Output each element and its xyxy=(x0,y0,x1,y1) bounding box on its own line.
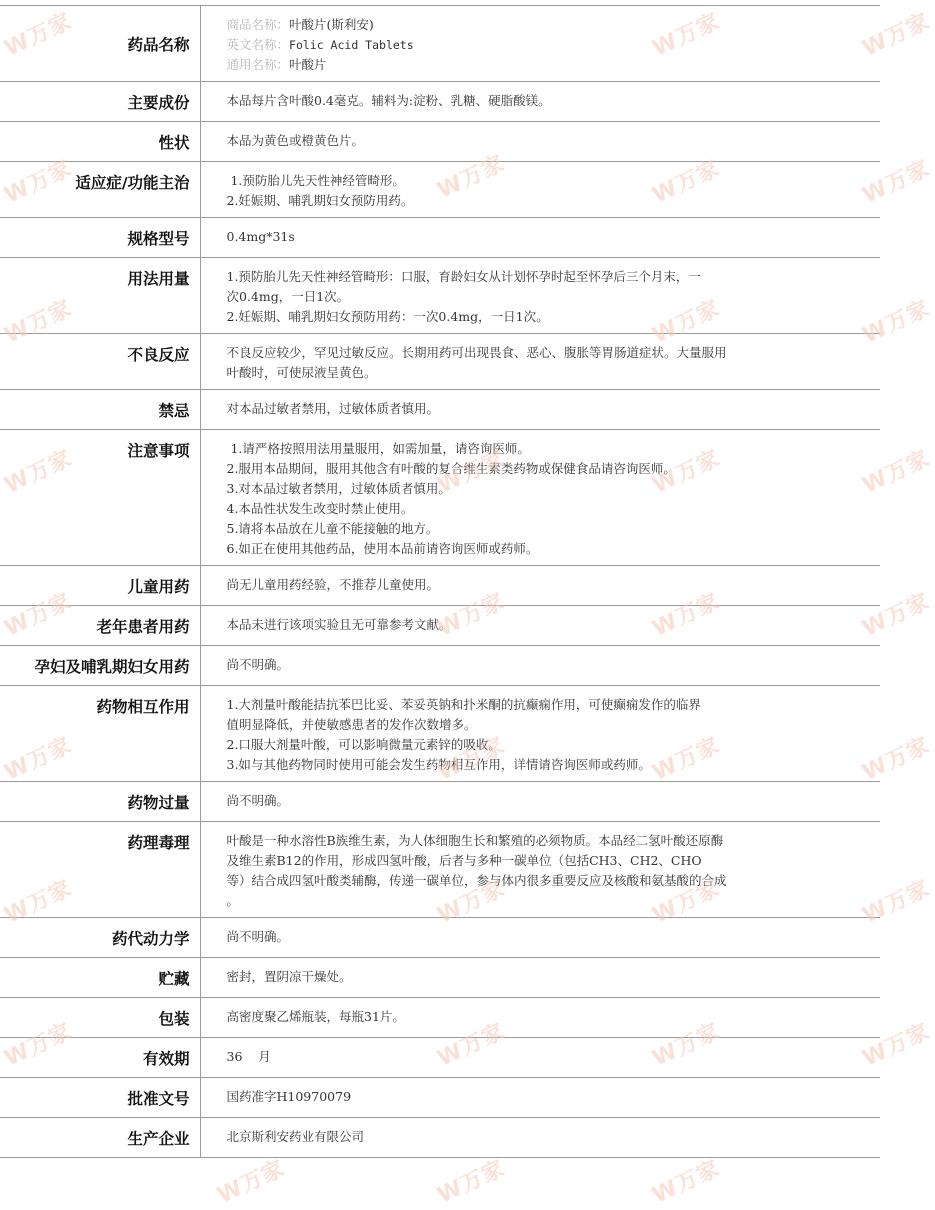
watermark: W万家 xyxy=(648,295,725,349)
row-value xyxy=(200,782,880,822)
english-name: 英文名称：Folic Acid Tablets xyxy=(226,37,414,52)
watermark: W万家 xyxy=(0,155,77,209)
row-value xyxy=(200,998,880,1038)
row-value-line: 4.本品性状发生改变时禁止使用。 xyxy=(226,501,414,516)
row-value-line: 等）结合成四氢叶酸类辅酶，传递一碳单位，参与体内很多重要反应及核酸和氨基酸的合成 xyxy=(226,873,727,888)
row-label: 主要成份 xyxy=(0,82,200,122)
table-row xyxy=(0,606,880,646)
row-label: 药物过量 xyxy=(0,782,200,822)
row-value-line: 不良反应较少，罕见过敏反应。长期用药可出现畏食、恶心、腹胀等胃肠道症状。大量服用 xyxy=(226,345,727,360)
row-value-line: 密封，置阴凉干燥处。 xyxy=(226,969,352,984)
generic-name: 通用名称：叶酸片 xyxy=(226,57,327,72)
row-value-line: 0.4mg*31s xyxy=(226,229,295,244)
watermark: W万家 xyxy=(433,732,510,786)
row-value-line: 。 xyxy=(226,893,240,908)
watermark: W万家 xyxy=(858,155,935,209)
watermark: W万家 xyxy=(433,588,510,642)
watermark: W万家 xyxy=(858,732,935,786)
table-row xyxy=(0,822,880,918)
row-value-line: 及维生素B12的作用，形成四氢叶酸，后者与多种一碳单位（包括CH3、CH2、CHO xyxy=(226,853,702,868)
row-value-line: 1.请严格按照用法用量服用，如需加量，请咨询医师。 xyxy=(226,441,530,456)
row-value xyxy=(200,390,880,430)
row-label: 禁忌 xyxy=(0,390,200,430)
row-value xyxy=(200,918,880,958)
row-value-line: 北京斯利安药业有限公司 xyxy=(226,1129,365,1144)
row-value xyxy=(200,6,880,82)
watermark: W万家 xyxy=(0,295,77,349)
row-label: 孕妇及哺乳期妇女用药 xyxy=(0,646,200,686)
table-row xyxy=(0,998,880,1038)
row-label: 儿童用药 xyxy=(0,566,200,606)
table-row xyxy=(0,334,880,390)
watermark: W万家 xyxy=(433,445,510,499)
row-label: 不良反应 xyxy=(0,334,200,390)
watermark: W万家 xyxy=(858,588,935,642)
watermark: W万家 xyxy=(648,155,725,209)
row-label: 有效期 xyxy=(0,1038,200,1078)
row-label: 药品名称 xyxy=(0,6,200,82)
table-row xyxy=(0,430,880,566)
row-value-line: 2.服用本品期间，服用其他含有叶酸的复合维生素类药物或保健食品请咨询医师。 xyxy=(226,461,676,476)
row-value-line: 3.如与其他药物同时使用可能会发生药物相互作用，详情请咨询医师或药师。 xyxy=(226,757,651,772)
row-value xyxy=(200,606,880,646)
row-value-line: 2.口服大剂量叶酸，可以影响微量元素锌的吸收。 xyxy=(226,737,501,752)
row-value-line: 尚不明确。 xyxy=(226,929,290,944)
row-value xyxy=(200,218,880,258)
row-value-line: 5.请将本品放在儿童不能接触的地方。 xyxy=(226,521,439,536)
watermark: W万家 xyxy=(0,8,77,62)
row-value-line: 叶酸时，可使尿液呈黄色。 xyxy=(226,365,377,380)
row-value xyxy=(200,646,880,686)
row-value-line: 次0.4mg，一日1次。 xyxy=(226,289,350,304)
table-row xyxy=(0,1078,880,1118)
row-value-line: 尚不明确。 xyxy=(226,657,290,672)
watermark: W万家 xyxy=(858,295,935,349)
watermark: W万家 xyxy=(858,8,935,62)
row-value-line: 值明显降低，并使敏感患者的发作次数增多。 xyxy=(226,717,477,732)
row-value-line: 2.妊娠期、哺乳期妇女预防用药：一次0.4mg，一日1次。 xyxy=(226,309,549,324)
row-label: 性状 xyxy=(0,122,200,162)
table-row xyxy=(0,258,880,334)
row-label: 规格型号 xyxy=(0,218,200,258)
table-row xyxy=(0,1118,880,1158)
row-value-line: 本品未进行该项实验且无可靠参考文献。 xyxy=(226,617,452,632)
row-value-line: 尚不明确。 xyxy=(226,793,290,808)
row-value-line: 2.妊娠期、哺乳期妇女预防用药。 xyxy=(226,193,414,208)
row-value xyxy=(200,1078,880,1118)
row-label: 生产企业 xyxy=(0,1118,200,1158)
row-label: 药物相互作用 xyxy=(0,686,200,782)
row-label: 贮藏 xyxy=(0,958,200,998)
row-value-line: 6.如正在使用其他药品，使用本品前请咨询医师或药师。 xyxy=(226,541,539,556)
row-label: 适应症/功能主治 xyxy=(0,162,200,218)
table-row xyxy=(0,162,880,218)
row-value xyxy=(200,566,880,606)
watermark: W万家 xyxy=(858,445,935,499)
watermark: W万家 xyxy=(433,150,510,204)
row-label: 注意事项 xyxy=(0,430,200,566)
watermark: W万家 xyxy=(0,875,77,929)
row-value xyxy=(200,822,880,918)
row-value xyxy=(200,122,880,162)
table-row xyxy=(0,918,880,958)
row-label: 药代动力学 xyxy=(0,918,200,958)
row-value-line: 国药准字H10970079 xyxy=(226,1089,352,1104)
row-value-line: 高密度聚乙烯瓶装，每瓶31片。 xyxy=(226,1009,405,1024)
row-label: 包装 xyxy=(0,998,200,1038)
row-value xyxy=(200,1118,880,1158)
table-row xyxy=(0,218,880,258)
row-value-line: 3.对本品过敏者禁用，过敏体质者慎用。 xyxy=(226,481,451,496)
watermark: W万家 xyxy=(433,1155,510,1209)
row-value-line: 36 月 xyxy=(226,1049,271,1064)
row-value xyxy=(200,258,880,334)
watermark: W万家 xyxy=(0,732,77,786)
table-row xyxy=(0,646,880,686)
drug-info-table xyxy=(0,5,880,1158)
table-row xyxy=(0,390,880,430)
watermark: W万家 xyxy=(648,8,725,62)
row-value-line: 本品每片含叶酸0.4毫克。辅料为:淀粉、乳糖、硬脂酸镁。 xyxy=(226,93,551,108)
table-row xyxy=(0,1038,880,1078)
row-value-line: 1.大剂量叶酸能拮抗苯巴比妥、苯妥英钠和扑米酮的抗癫痫作用，可使癫痫发作的临界 xyxy=(226,697,701,712)
watermark: W万家 xyxy=(433,1018,510,1072)
row-value xyxy=(200,334,880,390)
watermark: W万家 xyxy=(0,1018,77,1072)
watermark: W万家 xyxy=(648,588,725,642)
table-row xyxy=(0,686,880,782)
table-row xyxy=(0,122,880,162)
row-value-line: 1.预防胎儿先天性神经管畸形：口服，育龄妇女从计划怀孕时起至怀孕后三个月末，一 xyxy=(226,269,701,284)
row-value xyxy=(200,958,880,998)
row-value xyxy=(200,1038,880,1078)
watermark: W万家 xyxy=(213,1155,290,1209)
watermark: W万家 xyxy=(858,1018,935,1072)
row-value-line: 本品为黄色或橙黄色片。 xyxy=(226,133,365,148)
watermark: W万家 xyxy=(858,875,935,929)
watermark: W万家 xyxy=(433,875,510,929)
trade-name: 商品名称：叶酸片(斯利安) xyxy=(226,17,374,32)
row-label: 批准文号 xyxy=(0,1078,200,1118)
row-value xyxy=(200,82,880,122)
row-value-line: 尚无儿童用药经验，不推荐儿童使用。 xyxy=(226,577,440,592)
row-label: 用法用量 xyxy=(0,258,200,334)
watermark: W万家 xyxy=(648,445,725,499)
watermark: W万家 xyxy=(648,732,725,786)
row-value-line: 叶酸是一种水溶性B族维生素，为人体细胞生长和繁殖的必须物质。本品经二氢叶酸还原酶 xyxy=(226,833,724,848)
table-row xyxy=(0,782,880,822)
row-value xyxy=(200,162,880,218)
row-value xyxy=(200,686,880,782)
watermark: W万家 xyxy=(648,875,725,929)
row-label: 药理毒理 xyxy=(0,822,200,918)
table-row xyxy=(0,958,880,998)
row-value-line: 1.预防胎儿先天性神经管畸形。 xyxy=(226,173,405,188)
row-value xyxy=(200,430,880,566)
watermark: W万家 xyxy=(0,588,77,642)
table-row xyxy=(0,82,880,122)
row-label: 老年患者用药 xyxy=(0,606,200,646)
watermark: W万家 xyxy=(0,445,77,499)
row-value-line: 对本品过敏者禁用，过敏体质者慎用。 xyxy=(226,401,440,416)
watermark: W万家 xyxy=(648,1155,725,1209)
watermark: W万家 xyxy=(648,1018,725,1072)
row-product-names xyxy=(0,6,880,82)
table-row xyxy=(0,566,880,606)
